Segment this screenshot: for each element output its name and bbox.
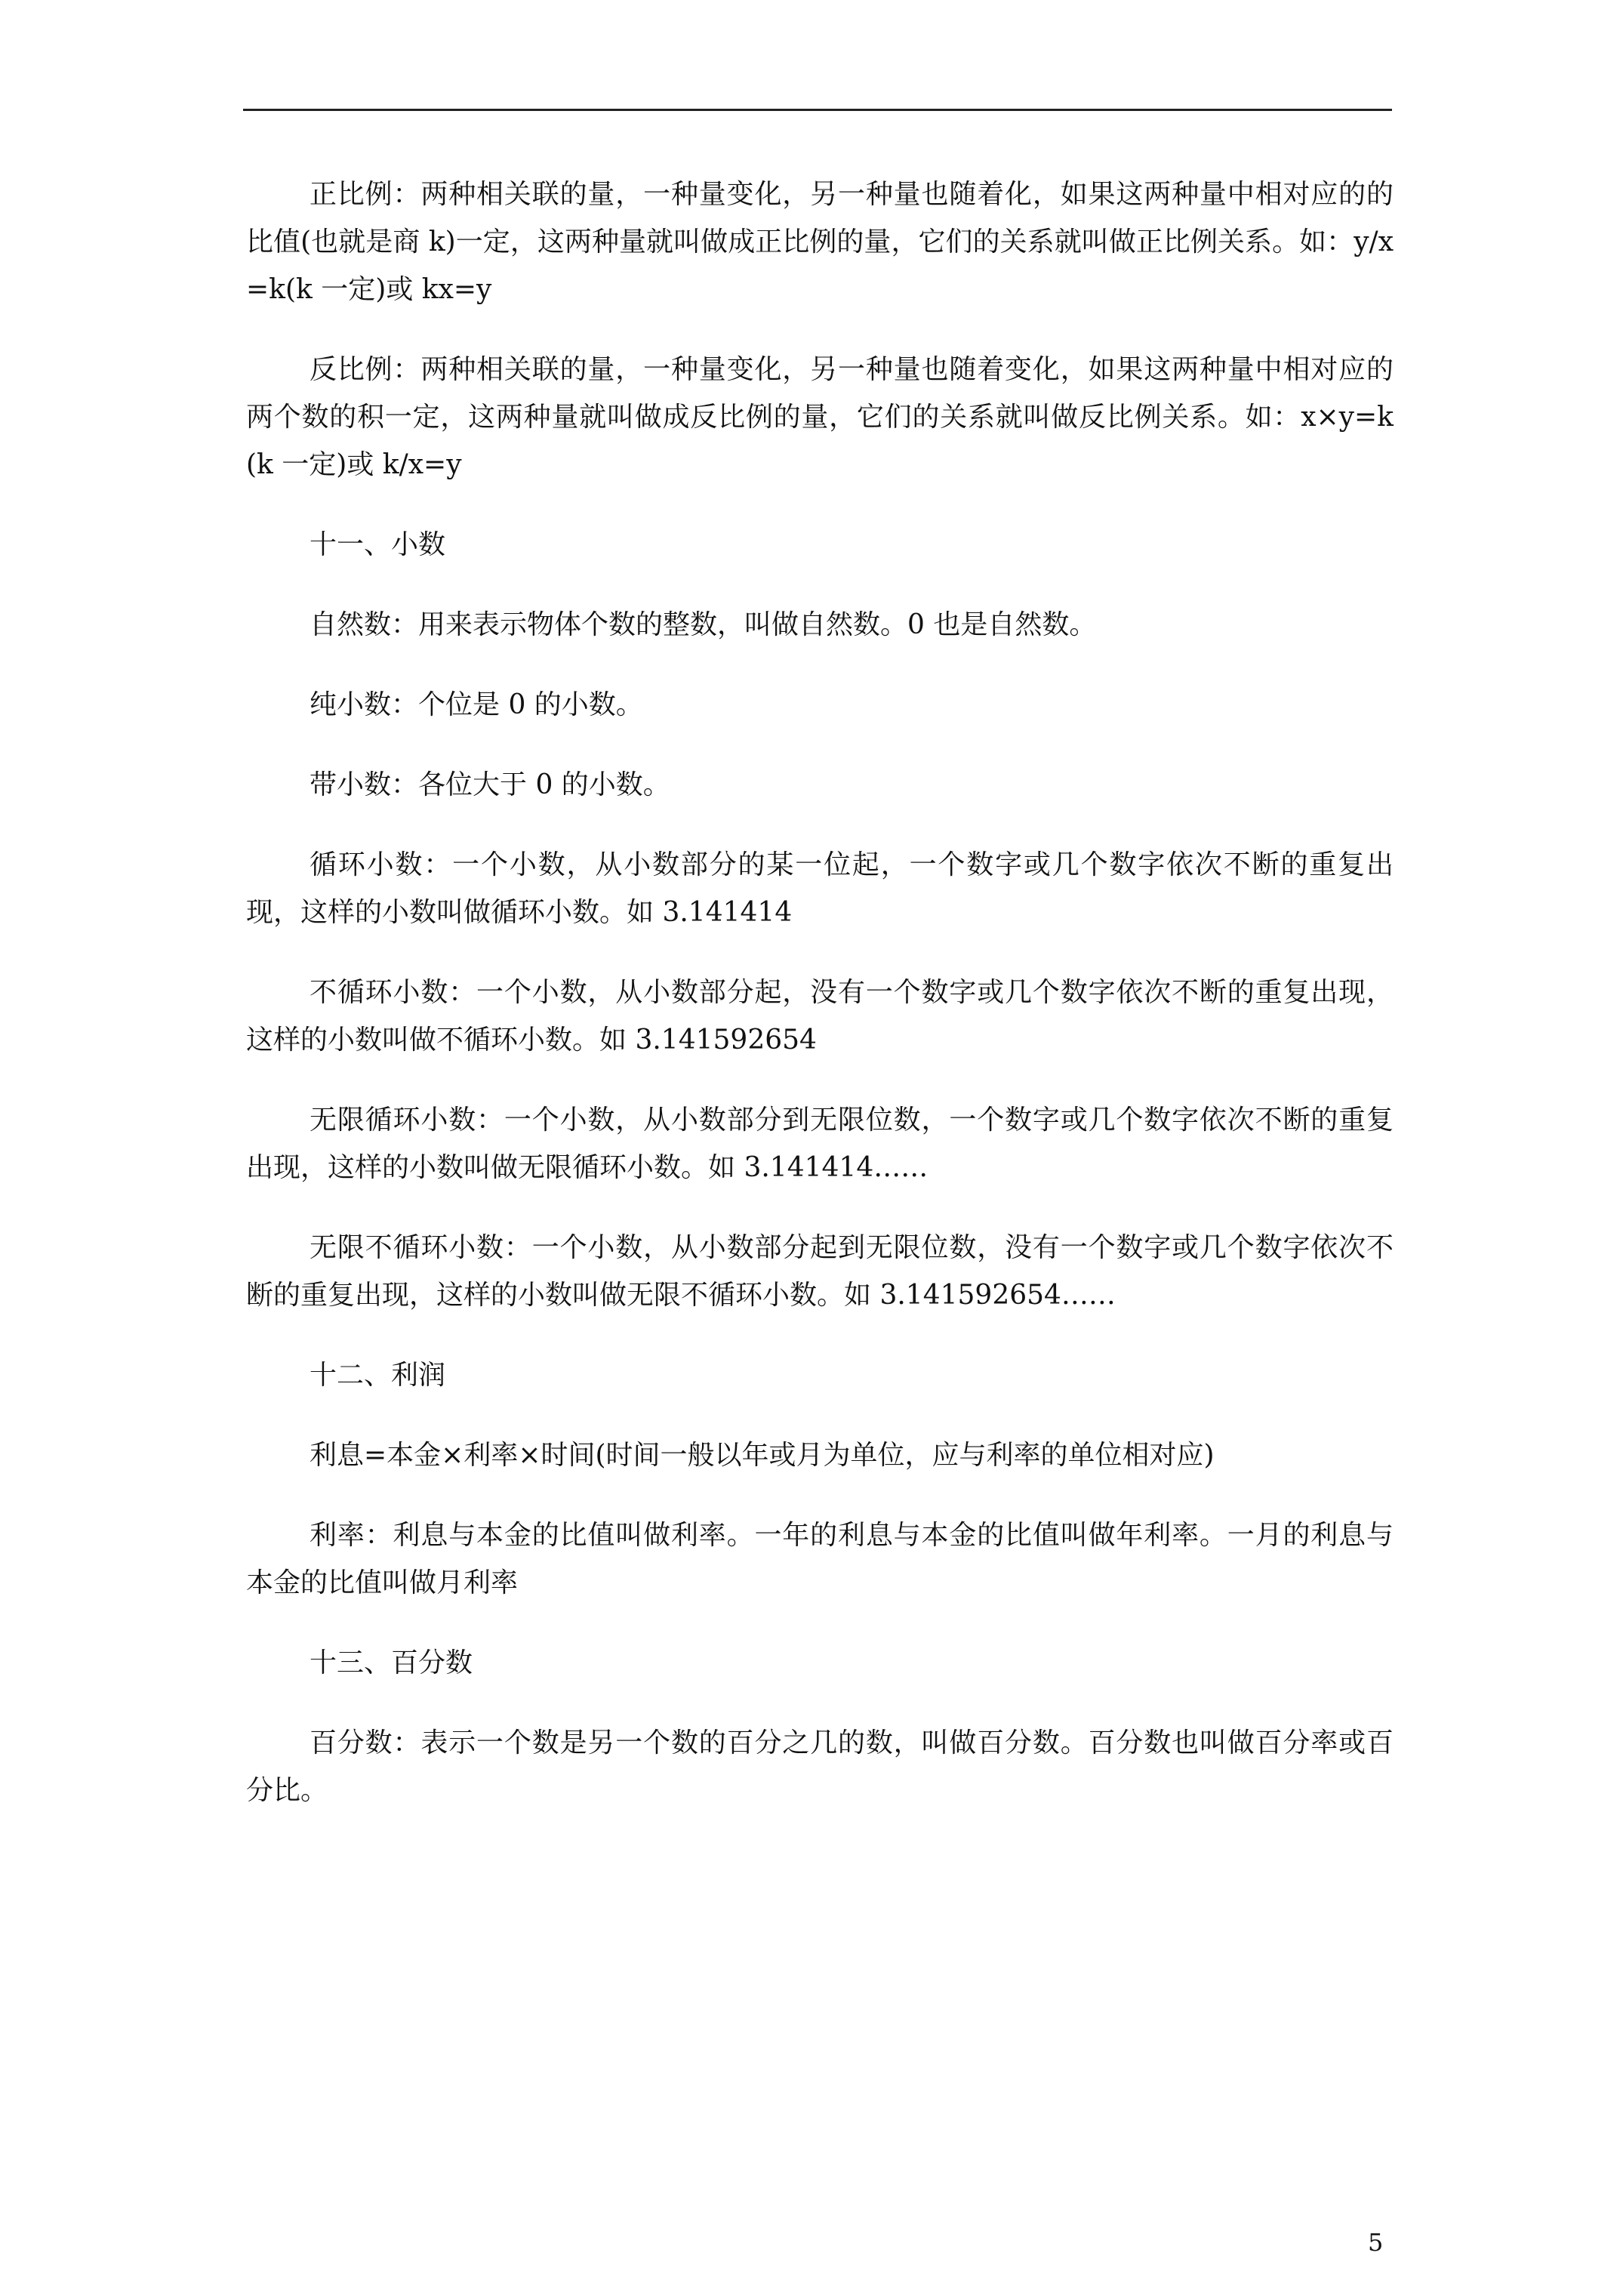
paragraph-pure-decimal: 纯小数：个位是 0 的小数。 — [310, 689, 643, 720]
page-number: 5 — [1368, 2228, 1384, 2257]
paragraph-interest-rate: 利率：利息与本金的比值叫做利率。一年的利息与本金的比值叫做年利率。一月的利息与本金的比值叫做月利率 — [246, 1520, 1394, 1598]
section-heading-percentage: 十三、百分数 — [310, 1647, 473, 1678]
paragraph-percentage: 百分数：表示一个数是另一个数的百分之几的数，叫做百分数。百分数也叫做百分率或百分比。 — [246, 1727, 1394, 1806]
header-rule — [243, 109, 1392, 111]
paragraph-non-repeating-decimal: 不循环小数：一个小数，从小数部分起，没有一个数字或几个数字依次不断的重复出现，这样的小数叫做不循环小数。如 3.141592654 — [246, 977, 1394, 1056]
section-heading-decimals: 十一、小数 — [310, 529, 446, 560]
paragraph-direct-proportion: 正比例：两种相关联的量，一种量变化，另一种量也随着化，如果这两种量中相对应的的比值(也就是商 k)一定，这两种量就叫做成正比例的量，它们的关系就叫做正比例关系。如：y/x=k(k 一定)或 kx=y — [246, 179, 1394, 305]
paragraph-mixed-decimal: 带小数：各位大于 0 的小数。 — [310, 769, 670, 800]
section-heading-profit: 十二、利润 — [310, 1360, 446, 1391]
paragraph-interest-formula: 利息=本金×利率×时间(时间一般以年或月为单位，应与利率的单位相对应) — [310, 1440, 1215, 1471]
paragraph-repeating-decimal: 循环小数：一个小数，从小数部分的某一位起，一个数字或几个数字依次不断的重复出现，这样的小数叫做循环小数。如 3.141414 — [246, 849, 1394, 928]
paragraph-infinite-non-repeating-decimal: 无限不循环小数：一个小数，从小数部分起到无限位数，没有一个数字或几个数字依次不断的重复出现，这样的小数叫做无限不循环小数。如 3.141592654…… — [246, 1232, 1394, 1311]
paragraph-natural-number: 自然数：用来表示物体个数的整数，叫做自然数。0 也是自然数。 — [310, 609, 1097, 640]
document-body — [246, 171, 1394, 1847]
paragraph-infinite-repeating-decimal: 无限循环小数：一个小数，从小数部分到无限位数，一个数字或几个数字依次不断的重复出现，这样的小数叫做无限循环小数。如 3.141414…… — [246, 1105, 1394, 1183]
paragraph-inverse-proportion: 反比例：两种相关联的量，一种量变化，另一种量也随着变化，如果这两种量中相对应的两个数的积一定，这两种量就叫做成反比例的量，它们的关系就叫做反比例关系。如：x×y=k(k 一定)或 k/x=y — [246, 354, 1394, 480]
